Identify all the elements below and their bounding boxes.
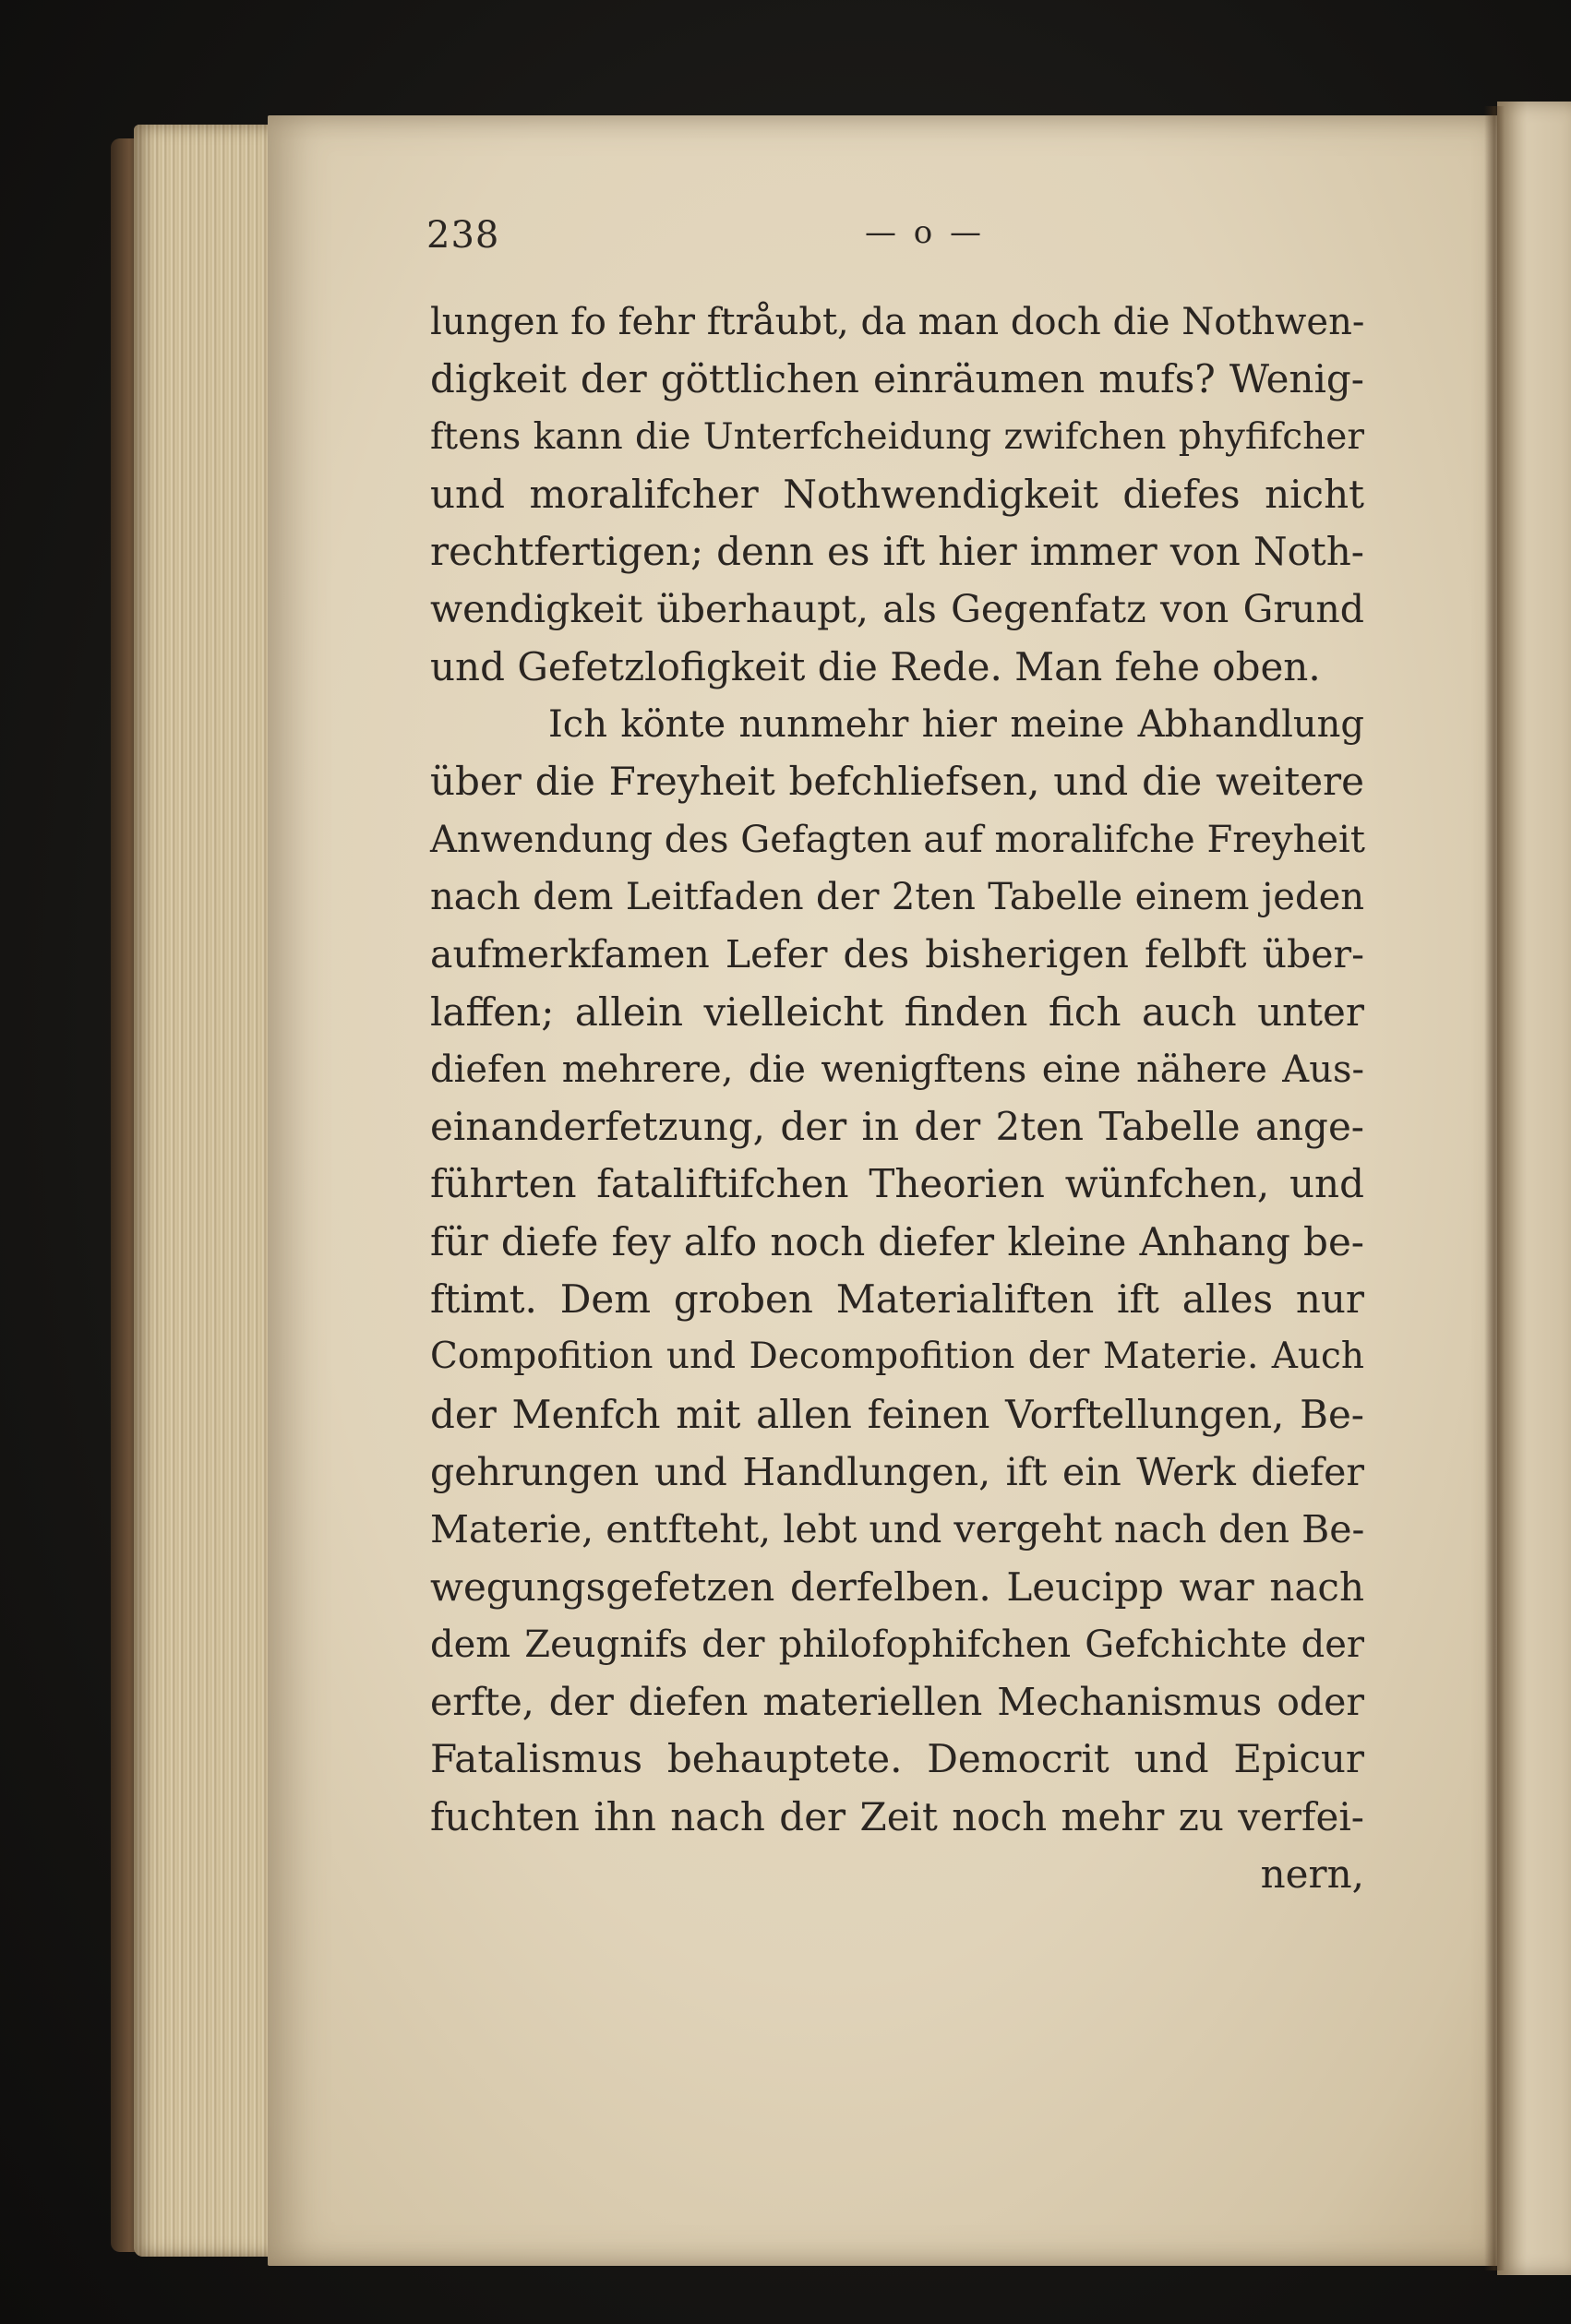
text-line: Materie, entfteht, lebt und vergeht nach den Be-	[430, 1507, 1365, 1552]
text-line: Fatalismus behauptete. Democrit und Epicur	[430, 1736, 1364, 1782]
text-line: dem Zeugnifs der philofophifchen Gefchichte der	[430, 1623, 1364, 1666]
paragraph-start-line: Ich könte nunmehr hier meine Abhandlung	[548, 703, 1364, 747]
page-gutter	[1484, 106, 1505, 2270]
text-line: Compofition und Decompofition der Materie. Auch	[430, 1336, 1364, 1378]
text-line: und Gefetzlofigkeit die Rede. Man fehe oben.	[430, 643, 1321, 689]
text-line: digkeit der göttlichen einräumen mufs? Wenig-	[430, 356, 1364, 402]
body-text	[430, 293, 1364, 1903]
running-head-ornament: — o —	[864, 214, 986, 251]
text-line: laffen; allein vielleicht finden fich auch unter	[430, 988, 1364, 1035]
page-edges	[134, 125, 272, 2257]
text-line: führten fataliftifchen Theorien wünfchen, und	[430, 1161, 1364, 1207]
text-line: lungen fo fehr ftråubt, da man doch die Nothwen-	[430, 301, 1365, 343]
text-line: gehrungen und Handlungen, ift ein Werk diefer	[430, 1449, 1364, 1494]
text-line: für diefe fey alfo noch diefer kleine Anhang be-	[430, 1218, 1364, 1264]
text-line: Anwendung des Gefagten auf moralifche Freyheit	[430, 818, 1365, 861]
page-number: 238	[426, 214, 500, 257]
text-line: rechtfertigen; denn es ift hier immer von Noth-	[430, 529, 1364, 575]
text-line: nach dem Leitfaden der 2ten Tabelle einem jeden	[430, 875, 1364, 918]
text-line: ftens kann die Unterfcheidung zwifchen phyfifcher	[430, 415, 1364, 458]
text-line: fuchten ihn nach der Zeit noch mehr zu verfei-	[430, 1793, 1364, 1839]
page-header	[426, 214, 1377, 279]
catchword: nern,	[1260, 1851, 1364, 1898]
text-line: einanderfetzung, der in der 2ten Tabelle ange-	[430, 1104, 1364, 1150]
text-line: diefen mehrere, die wenigftens eine nähere Aus-	[430, 1048, 1364, 1091]
text-line: und moralifcher Nothwendigkeit diefes nicht	[430, 471, 1364, 517]
facing-page-edge	[1497, 102, 1571, 2275]
text-line: ftimt. Dem groben Materialiften ift alles nur	[430, 1276, 1364, 1323]
text-line: über die Freyheit befchliefsen, und die weitere	[430, 759, 1364, 805]
text-line: der Menfch mit allen feinen Vorftellungen, Be-	[430, 1391, 1364, 1437]
text-line: wegungsgefetzen derfelben. Leucipp war nach	[430, 1563, 1364, 1610]
text-line: erfte, der diefen materiellen Mechanismus oder	[430, 1680, 1364, 1725]
text-line: wendigkeit überhaupt, als Gegenfatz von Grund	[430, 587, 1364, 632]
text-line: aufmerkfamen Lefer des bisherigen felbft über-	[430, 932, 1364, 977]
